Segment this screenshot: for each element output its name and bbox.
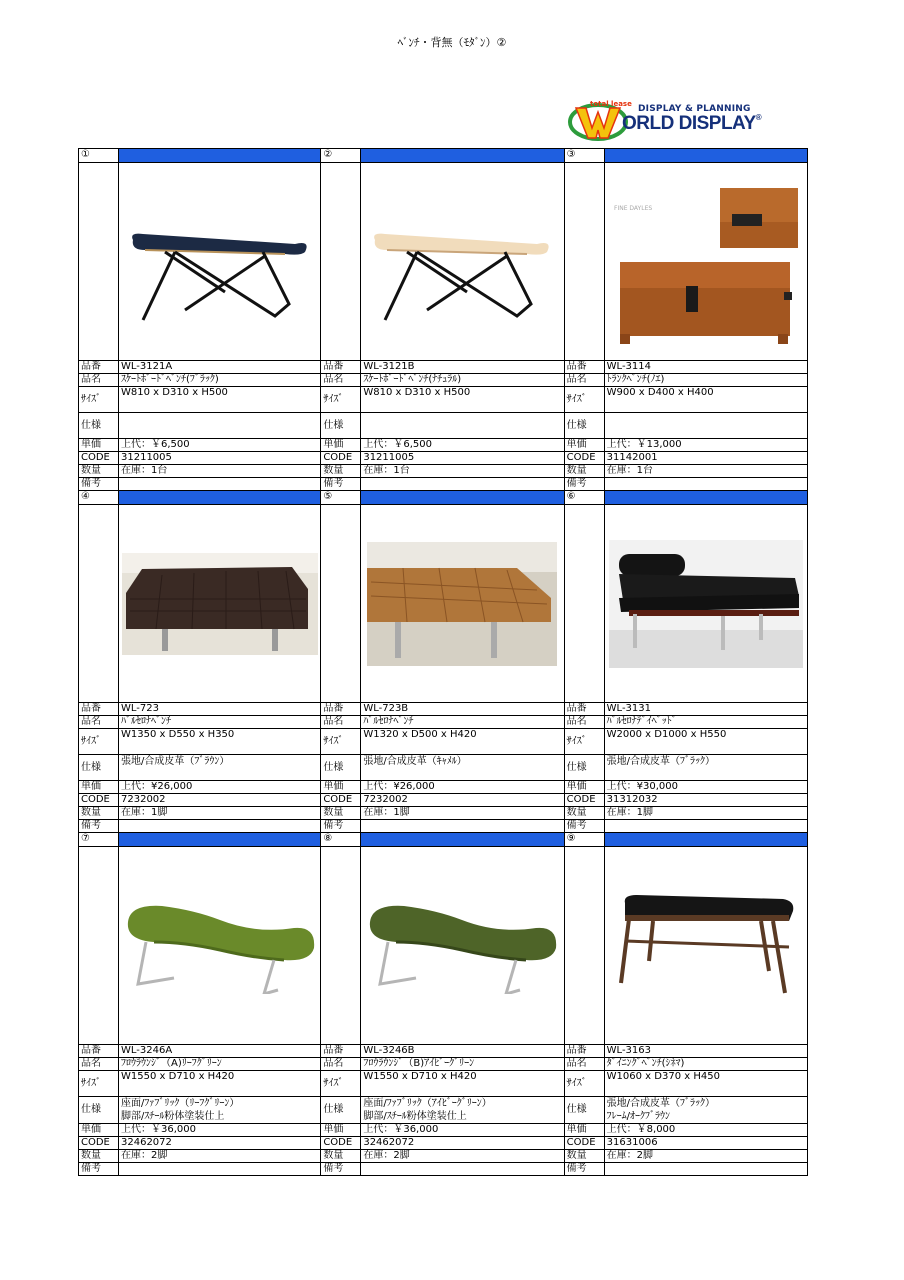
- size-label: ｻｲｽﾞ: [565, 387, 605, 412]
- size-value: W810 x D310 x H500: [121, 387, 228, 398]
- name-label: 品名: [79, 374, 119, 386]
- w-logo-icon: [568, 102, 628, 142]
- note-value: [119, 478, 320, 490]
- note-label: 備考: [79, 478, 119, 490]
- logo-name: ORLD DISPLAY®: [622, 113, 762, 134]
- price-value: 上代：￥6,500: [121, 439, 190, 450]
- size-value: W1550 x D710 x H420: [363, 1071, 477, 1082]
- header-bar: [605, 149, 807, 162]
- item-no-label: 品番: [565, 703, 605, 715]
- product-card: [321, 149, 564, 491]
- spec-label: 仕様: [565, 413, 605, 438]
- image-side-cell: [321, 847, 361, 1044]
- note-value: [119, 1163, 320, 1175]
- code-value: 31211005: [363, 452, 415, 463]
- cinema-dining-bench-image: [605, 847, 807, 1044]
- name-label: 品名: [565, 374, 605, 386]
- spec-value: [605, 413, 807, 438]
- size-value: W1350 x D550 x H350: [121, 729, 235, 740]
- spec-line-1: 張地/合成皮革（ﾌﾞﾗｳﾝ）: [121, 756, 230, 767]
- item-no-value: WL-723B: [363, 703, 409, 714]
- product-index: ①: [79, 149, 119, 162]
- product-index: ⑥: [565, 491, 605, 504]
- size-label: ｻｲｽﾞ: [565, 1071, 605, 1096]
- item-no-label: 品番: [79, 703, 119, 715]
- qty-label: 数量: [321, 465, 361, 477]
- code-label: CODE: [321, 794, 361, 806]
- spec-line-1: 張地/合成皮革（ｷｬﾒﾙ）: [363, 756, 467, 767]
- natural-skateboard-bench-image: [361, 163, 563, 360]
- size-value: W1550 x D710 x H420: [121, 1071, 235, 1082]
- note-value: [605, 1163, 807, 1175]
- wooden-trunk-bench-image: [605, 163, 807, 360]
- item-no-label: 品番: [79, 1045, 119, 1057]
- svg-text:FINE DAYLES: FINE DAYLES: [613, 204, 652, 212]
- leaf-green-lounge-image: [119, 847, 320, 1044]
- price-label: 単価: [321, 781, 361, 793]
- size-label: ｻｲｽﾞ: [321, 1071, 361, 1096]
- spec-value: [361, 413, 563, 438]
- size-label: ｻｲｽﾞ: [321, 729, 361, 754]
- qty-label: 数量: [79, 1150, 119, 1162]
- product-index: ②: [321, 149, 361, 162]
- spec-value: [119, 1097, 320, 1123]
- camel-barcelona-bench-image: [361, 505, 563, 702]
- price-value: 上代：¥26,000: [363, 781, 435, 792]
- price-value: 上代：￥36,000: [363, 1124, 439, 1135]
- qty-label: 数量: [321, 807, 361, 819]
- price-label: 単価: [565, 439, 605, 451]
- ivy-green-lounge-image: [361, 847, 563, 1044]
- code-value: 31312032: [606, 794, 658, 805]
- code-label: CODE: [565, 794, 605, 806]
- product-card: [565, 833, 808, 1176]
- product-card: [321, 833, 564, 1176]
- note-label: 備考: [565, 478, 605, 490]
- product-card: [565, 491, 808, 833]
- code-label: CODE: [565, 452, 605, 464]
- code-value: 32462072: [121, 1137, 172, 1148]
- qty-label: 数量: [79, 465, 119, 477]
- qty-label: 数量: [79, 807, 119, 819]
- name-value: ﾌﾛｳﾗｳﾝｼﾞ（B)ｱｲﾋﾞｰｸﾞﾘｰﾝ: [363, 1058, 475, 1069]
- black-skateboard-bench-image: [119, 163, 320, 360]
- name-label: 品名: [565, 1058, 605, 1070]
- product-index: ⑦: [79, 833, 119, 846]
- product-grid: [78, 148, 808, 1176]
- note-label: 備考: [321, 478, 361, 490]
- price-label: 単価: [79, 439, 119, 451]
- spec-label: 仕様: [321, 413, 361, 438]
- product-card: [321, 491, 564, 833]
- header-bar: [361, 833, 563, 846]
- qty-value: 在庫：2脚: [606, 1150, 654, 1161]
- spec-label: 仕様: [79, 413, 119, 438]
- image-side-cell: [79, 847, 119, 1044]
- product-card: [78, 491, 321, 833]
- size-label: ｻｲｽﾞ: [79, 1071, 119, 1096]
- spec-line-2: 脚部/ｽﾁｰﾙ粉体塗装仕上: [121, 1111, 225, 1122]
- spec-value: [605, 1097, 807, 1123]
- header-bar: [119, 149, 320, 162]
- item-no-label: 品番: [565, 1045, 605, 1057]
- code-label: CODE: [79, 794, 119, 806]
- size-label: ｻｲｽﾞ: [321, 387, 361, 412]
- price-value: 上代：￥6,500: [363, 439, 432, 450]
- note-label: 備考: [565, 1163, 605, 1175]
- spec-label: 仕様: [321, 755, 361, 780]
- logo-tagline: DISPLAY & PLANNING: [638, 104, 751, 114]
- world-display-logo: [568, 98, 800, 142]
- qty-label: 数量: [321, 1150, 361, 1162]
- image-side-cell: [565, 505, 605, 702]
- price-value: 上代：¥26,000: [121, 781, 193, 792]
- qty-label: 数量: [565, 807, 605, 819]
- item-no-value: WL-723: [121, 703, 159, 714]
- product-row: [78, 491, 808, 833]
- name-value: ﾄﾗﾝｸﾍﾞﾝﾁ(ﾉｴ): [606, 374, 665, 385]
- price-label: 単価: [321, 1124, 361, 1136]
- item-no-value: WL-3246A: [121, 1045, 173, 1056]
- price-value: 上代：￥8,000: [606, 1124, 676, 1135]
- name-value: ﾊﾞﾙｾﾛﾅﾍﾞﾝﾁ: [363, 716, 414, 727]
- header-bar: [361, 491, 563, 504]
- price-label: 単価: [321, 439, 361, 451]
- code-label: CODE: [79, 1137, 119, 1149]
- item-no-label: 品番: [565, 361, 605, 373]
- code-label: CODE: [79, 452, 119, 464]
- note-value: [605, 478, 807, 490]
- name-value: ｽｹｰﾄﾎﾞｰﾄﾞﾍﾞﾝﾁ(ﾅﾁｭﾗﾙ): [363, 374, 462, 385]
- spec-label: 仕様: [79, 1097, 119, 1123]
- size-label: ｻｲｽﾞ: [79, 387, 119, 412]
- spec-value: [119, 413, 320, 438]
- spec-line-2: ﾌﾚｰﾑ/ｵｰｸﾌﾞﾗｳﾝ: [606, 1111, 671, 1122]
- qty-value: 在庫：2脚: [121, 1150, 168, 1161]
- item-no-label: 品番: [79, 361, 119, 373]
- note-label: 備考: [565, 820, 605, 832]
- item-no-label: 品番: [321, 361, 361, 373]
- brown-barcelona-bench-image: [119, 505, 320, 702]
- spec-label: 仕様: [321, 1097, 361, 1123]
- price-label: 単価: [79, 781, 119, 793]
- note-label: 備考: [79, 1163, 119, 1175]
- header-bar: [119, 491, 320, 504]
- spec-line-1: 座面/ﾌｧﾌﾞﾘｯｸ（ﾘｰﾌｸﾞﾘｰﾝ）: [121, 1098, 240, 1109]
- item-no-label: 品番: [321, 703, 361, 715]
- product-index: ⑤: [321, 491, 361, 504]
- name-label: 品名: [321, 1058, 361, 1070]
- qty-value: 在庫：1台: [363, 465, 410, 476]
- spec-line-1: 張地/合成皮革（ﾌﾞﾗｯｸ）: [606, 1098, 716, 1109]
- code-value: 32462072: [363, 1137, 415, 1148]
- spec-value: [361, 755, 563, 780]
- product-card: [565, 149, 808, 491]
- spec-value: [605, 755, 807, 780]
- spec-line-2: 脚部/ｽﾁｰﾙ粉体塗装仕上: [363, 1111, 467, 1122]
- spec-label: 仕様: [565, 755, 605, 780]
- price-value: 上代：￥13,000: [606, 439, 682, 450]
- spec-value: [361, 1097, 563, 1123]
- size-value: W1060 x D370 x H450: [606, 1071, 720, 1082]
- spec-label: 仕様: [565, 1097, 605, 1123]
- item-no-value: WL-3121B: [363, 361, 415, 372]
- size-value: W900 x D400 x H400: [606, 387, 714, 398]
- header-bar: [119, 833, 320, 846]
- header-bar: [605, 833, 807, 846]
- price-value: 上代：￥36,000: [121, 1124, 196, 1135]
- code-value: 31142001: [606, 452, 658, 463]
- product-row: [78, 149, 808, 491]
- size-label: ｻｲｽﾞ: [565, 729, 605, 754]
- note-label: 備考: [321, 820, 361, 832]
- note-value: [361, 478, 563, 490]
- product-card: [78, 149, 321, 491]
- qty-value: 在庫：1脚: [363, 807, 410, 818]
- size-value: W1320 x D500 x H420: [363, 729, 477, 740]
- image-side-cell: [321, 505, 361, 702]
- name-label: 品名: [79, 716, 119, 728]
- qty-label: 数量: [565, 1150, 605, 1162]
- code-value: 7232002: [121, 794, 166, 805]
- name-label: 品名: [321, 374, 361, 386]
- item-no-value: WL-3114: [606, 361, 651, 372]
- note-label: 備考: [321, 1163, 361, 1175]
- price-label: 単価: [565, 781, 605, 793]
- brand-top-text: total lease: [590, 100, 632, 108]
- price-label: 単価: [565, 1124, 605, 1136]
- name-value: ﾊﾞﾙｾﾛﾅﾃﾞｲﾍﾞｯﾄﾞ: [606, 716, 677, 727]
- item-no-value: WL-3131: [606, 703, 651, 714]
- qty-label: 数量: [565, 465, 605, 477]
- name-value: ﾊﾞﾙｾﾛﾅﾍﾞﾝﾁ: [121, 716, 171, 727]
- note-value: [119, 820, 320, 832]
- qty-value: 在庫：2脚: [363, 1150, 410, 1161]
- product-row: [78, 833, 808, 1176]
- qty-value: 在庫：1台: [121, 465, 168, 476]
- size-value: W810 x D310 x H500: [363, 387, 471, 398]
- price-value: 上代：¥30,000: [606, 781, 679, 792]
- item-no-value: WL-3246B: [363, 1045, 415, 1056]
- note-value: [361, 820, 563, 832]
- code-value: 7232002: [363, 794, 408, 805]
- size-value: W2000 x D1000 x H550: [606, 729, 727, 740]
- image-side-cell: [321, 163, 361, 360]
- name-label: 品名: [565, 716, 605, 728]
- image-side-cell: [79, 163, 119, 360]
- image-side-cell: [565, 163, 605, 360]
- item-no-label: 品番: [321, 1045, 361, 1057]
- qty-value: 在庫：1台: [606, 465, 654, 476]
- code-label: CODE: [565, 1137, 605, 1149]
- code-label: CODE: [321, 1137, 361, 1149]
- spec-line-1: 座面/ﾌｧﾌﾞﾘｯｸ（ｱｲﾋﾞｰｸﾞﾘｰﾝ）: [363, 1098, 492, 1109]
- image-side-cell: [79, 505, 119, 702]
- product-index: ⑨: [565, 833, 605, 846]
- spec-value: [119, 755, 320, 780]
- note-value: [605, 820, 807, 832]
- product-index: ⑧: [321, 833, 361, 846]
- code-label: CODE: [321, 452, 361, 464]
- price-label: 単価: [79, 1124, 119, 1136]
- qty-value: 在庫：1脚: [606, 807, 654, 818]
- name-value: ﾀﾞｲﾆﾝｸﾞﾍﾞﾝﾁ(ｼﾈﾏ): [606, 1058, 685, 1069]
- black-daybed-image: [605, 505, 807, 702]
- header-bar: [361, 149, 563, 162]
- code-value: 31211005: [121, 452, 172, 463]
- product-index: ④: [79, 491, 119, 504]
- spec-label: 仕様: [79, 755, 119, 780]
- product-index: ③: [565, 149, 605, 162]
- name-value: ﾌﾛｳﾗｳﾝｼﾞ（A)ﾘｰﾌｸﾞﾘｰﾝ: [121, 1058, 222, 1069]
- image-side-cell: [565, 847, 605, 1044]
- name-label: 品名: [321, 716, 361, 728]
- product-card: [78, 833, 321, 1176]
- spec-line-1: 張地/合成皮革（ﾌﾞﾗｯｸ）: [606, 756, 716, 767]
- size-label: ｻｲｽﾞ: [79, 729, 119, 754]
- name-label: 品名: [79, 1058, 119, 1070]
- header-bar: [605, 491, 807, 504]
- note-label: 備考: [79, 820, 119, 832]
- item-no-value: WL-3121A: [121, 361, 173, 372]
- qty-value: 在庫：1脚: [121, 807, 168, 818]
- page-title: ﾍﾞﾝﾁ・背無（ﾓﾀﾞﾝ）②: [397, 36, 507, 49]
- item-no-value: WL-3163: [606, 1045, 651, 1056]
- name-value: ｽｹｰﾄﾎﾞｰﾄﾞﾍﾞﾝﾁ(ﾌﾞﾗｯｸ): [121, 374, 219, 385]
- code-value: 31631006: [606, 1137, 658, 1148]
- note-value: [361, 1163, 563, 1175]
